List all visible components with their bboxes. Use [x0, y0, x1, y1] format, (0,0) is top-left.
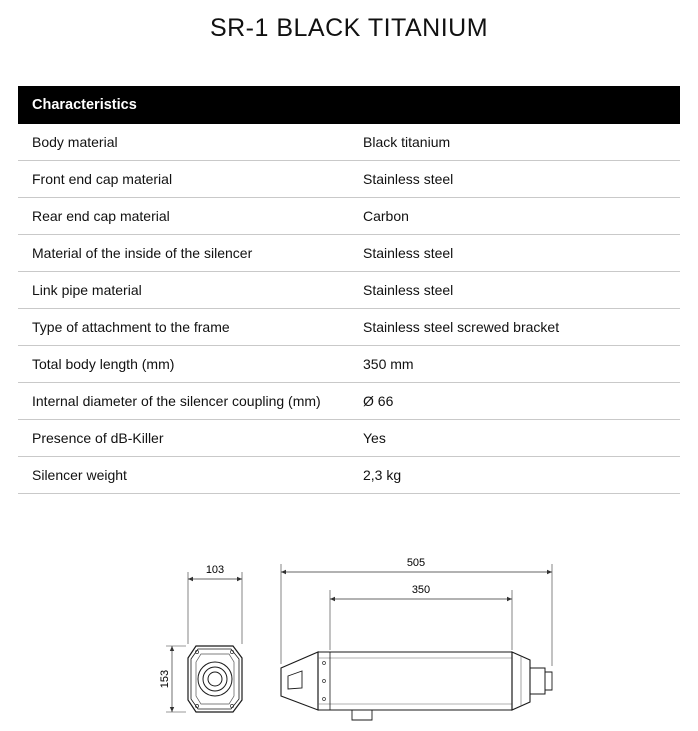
- spec-value: Stainless steel screwed bracket: [349, 309, 680, 346]
- table-row: [18, 383, 680, 420]
- table-row: [18, 420, 680, 457]
- spec-value: Stainless steel: [349, 272, 680, 309]
- spec-value: Yes: [349, 420, 680, 457]
- page-title: SR-1 BLACK TITANIUM: [209, 14, 489, 42]
- table-header-row: [18, 86, 680, 124]
- technical-drawing: [0, 548, 698, 726]
- spec-label: Front end cap material: [18, 161, 349, 198]
- table-row: [18, 198, 680, 235]
- dimension-label-front-width: 103: [205, 564, 225, 576]
- dimension-body-length: [330, 584, 512, 650]
- spec-label: Presence of dB-Killer: [18, 420, 349, 457]
- dimension-label-front-height: 153: [159, 669, 171, 689]
- table-row: [18, 346, 680, 383]
- dimension-label-total-length: 505: [406, 557, 426, 569]
- table-row: [18, 235, 680, 272]
- front-view-drawing: [188, 646, 242, 712]
- table-row: [18, 272, 680, 309]
- characteristics-table: [18, 86, 680, 494]
- spec-label: Type of attachment to the frame: [18, 309, 349, 346]
- spec-value: Carbon: [349, 198, 680, 235]
- dimension-total-length: [281, 557, 552, 666]
- dimension-front-height: [159, 646, 186, 712]
- table-row: [18, 457, 680, 494]
- table-header-characteristics: Characteristics: [18, 86, 680, 124]
- spec-label: Rear end cap material: [18, 198, 349, 235]
- spec-label: Total body length (mm): [18, 346, 349, 383]
- table-row: [18, 161, 680, 198]
- dimension-front-width: [188, 564, 242, 644]
- spec-value: 350 mm: [349, 346, 680, 383]
- spec-label: Body material: [18, 124, 349, 161]
- spec-value: Stainless steel: [349, 161, 680, 198]
- table-row: [18, 124, 680, 161]
- technical-drawing-svg: [0, 548, 698, 726]
- spec-value: Black titanium: [349, 124, 680, 161]
- spec-label: Link pipe material: [18, 272, 349, 309]
- spec-label: Material of the inside of the silencer: [18, 235, 349, 272]
- spec-value: Stainless steel: [349, 235, 680, 272]
- dimension-label-body-length: 350: [411, 584, 431, 596]
- spec-value: 2,3 kg: [349, 457, 680, 494]
- spec-label: Internal diameter of the silencer coupling (mm): [18, 383, 349, 420]
- spec-label: Silencer weight: [18, 457, 349, 494]
- side-view-drawing: [281, 652, 552, 720]
- table-row: [18, 309, 680, 346]
- spec-value: Ø 66: [349, 383, 680, 420]
